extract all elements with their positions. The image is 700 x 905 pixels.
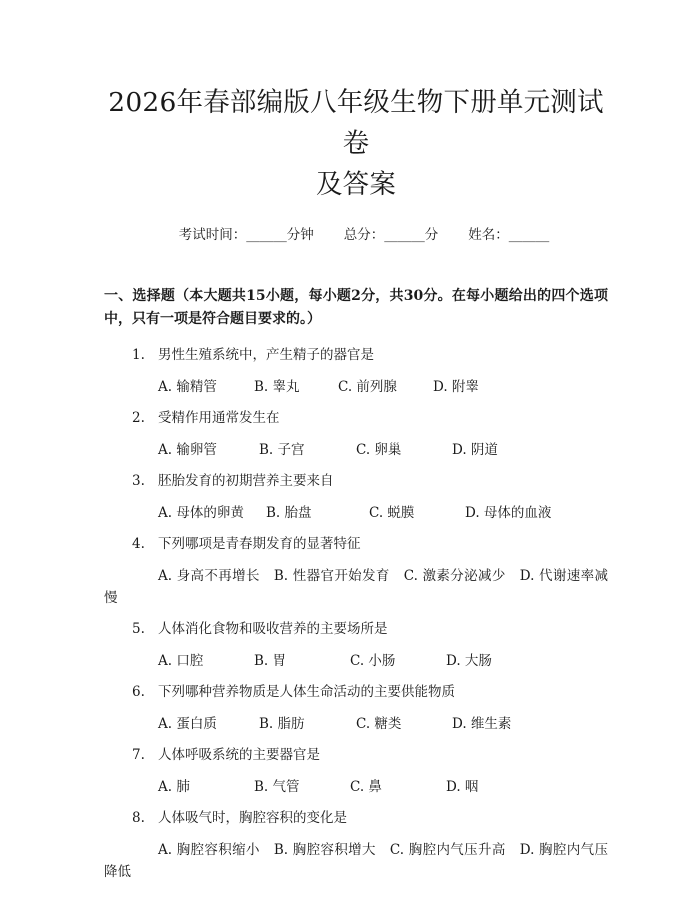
option-b: B. 胸腔容积增大 (273, 842, 376, 858)
option-a: A. 身高不再增长 (158, 568, 260, 584)
question-text: 下列哪种营养物质是人体生命活动的主要供能物质 (158, 684, 455, 700)
title-line-1: 2026年春部编版八年级生物下册单元测试卷 (108, 87, 604, 159)
option-row (104, 376, 608, 398)
option-row (104, 565, 608, 609)
question-stem (104, 407, 608, 429)
question-stem (104, 533, 608, 555)
option-a: A. 肺 (158, 779, 190, 795)
option-c: C. 卵巢 (356, 442, 402, 458)
option-a: A. 输卵管 (158, 442, 217, 458)
option-c: C. 糖类 (356, 716, 402, 732)
total-score-field: 总分：______分 (343, 227, 439, 243)
option-a: A. 口腔 (158, 653, 204, 669)
name-field: 姓名：______ (468, 227, 550, 243)
question-text: 男性生殖系统中，产生精子的器官是 (158, 347, 374, 363)
question-number: 4. (132, 536, 145, 552)
question-number: 3. (132, 473, 145, 489)
option-a: A. 输精管 (158, 379, 217, 395)
option-b: B. 胃 (254, 653, 287, 669)
option-c: C. 激素分泌减少 (403, 568, 506, 584)
question-number: 5. (132, 621, 145, 637)
exam-time-field: 考试时间：______分钟 (178, 227, 314, 243)
option-d: D. 大肠 (446, 653, 492, 669)
question-stem (104, 681, 608, 703)
question-number: 8. (132, 810, 145, 826)
question-item (104, 807, 608, 883)
question-item (104, 533, 608, 609)
question-item (104, 681, 608, 735)
question-stem (104, 618, 608, 640)
question-number: 6. (132, 684, 145, 700)
title-line-2: 及答案 (315, 169, 397, 200)
question-number: 1. (132, 347, 145, 363)
option-d: D. 维生素 (452, 716, 512, 732)
option-row (104, 650, 608, 672)
option-d: D. 母体的血液 (465, 505, 552, 521)
option-row (104, 776, 608, 798)
question-text: 人体吸气时，胸腔容积的变化是 (158, 810, 347, 826)
option-d: D. 附睾 (433, 379, 479, 395)
question-item (104, 344, 608, 398)
option-c: C. 鼻 (350, 779, 382, 795)
option-c: C. 蜕膜 (369, 505, 415, 521)
option-b: B. 脂肪 (259, 716, 305, 732)
option-d: D. 咽 (446, 779, 479, 795)
option-c: C. 前列腺 (338, 379, 397, 395)
question-text: 人体呼吸系统的主要器官是 (158, 747, 320, 763)
question-item (104, 470, 608, 524)
question-item (104, 618, 608, 672)
question-stem (104, 470, 608, 492)
option-d: D. 代谢速率减慢 (104, 568, 608, 606)
option-row (104, 839, 608, 883)
question-text: 受精作用通常发生在 (158, 410, 280, 426)
option-b: B. 性器官开始发育 (273, 568, 390, 584)
option-row (104, 502, 608, 524)
option-d: D. 胸腔内气压降低 (104, 842, 608, 880)
option-row (104, 439, 608, 461)
question-stem (104, 744, 608, 766)
question-text: 胚胎发育的初期营养主要来自 (158, 473, 334, 489)
option-b: B. 子宫 (259, 442, 305, 458)
option-c: C. 小肠 (350, 653, 396, 669)
option-a: A. 胸腔容积缩小 (158, 842, 260, 858)
option-b: B. 气管 (254, 779, 300, 795)
question-item (104, 407, 608, 461)
question-item (104, 744, 608, 798)
question-text: 下列哪项是青春期发育的显著特征 (158, 536, 361, 552)
option-a: A. 蛋白质 (158, 716, 217, 732)
question-number: 2. (132, 410, 145, 426)
question-text: 人体消化食物和吸收营养的主要场所是 (158, 621, 388, 637)
option-d: D. 阴道 (452, 442, 498, 458)
page-title (104, 0, 608, 205)
exam-info (104, 225, 608, 245)
option-row (104, 713, 608, 735)
question-stem (104, 344, 608, 366)
question-stem (104, 807, 608, 829)
question-list (104, 344, 608, 883)
question-number: 7. (132, 747, 145, 763)
section-heading: 一、选择题（本大题共15小题，每小题2分，共30分。在每小题给出的四个选项中，只有一项是符合题目要求的。） (104, 288, 608, 327)
option-b: B. 睾丸 (254, 379, 300, 395)
option-c: C. 胸腔内气压升高 (389, 842, 506, 858)
option-b: B. 胎盘 (266, 505, 312, 521)
option-a: A. 母体的卵黄 (158, 505, 244, 521)
